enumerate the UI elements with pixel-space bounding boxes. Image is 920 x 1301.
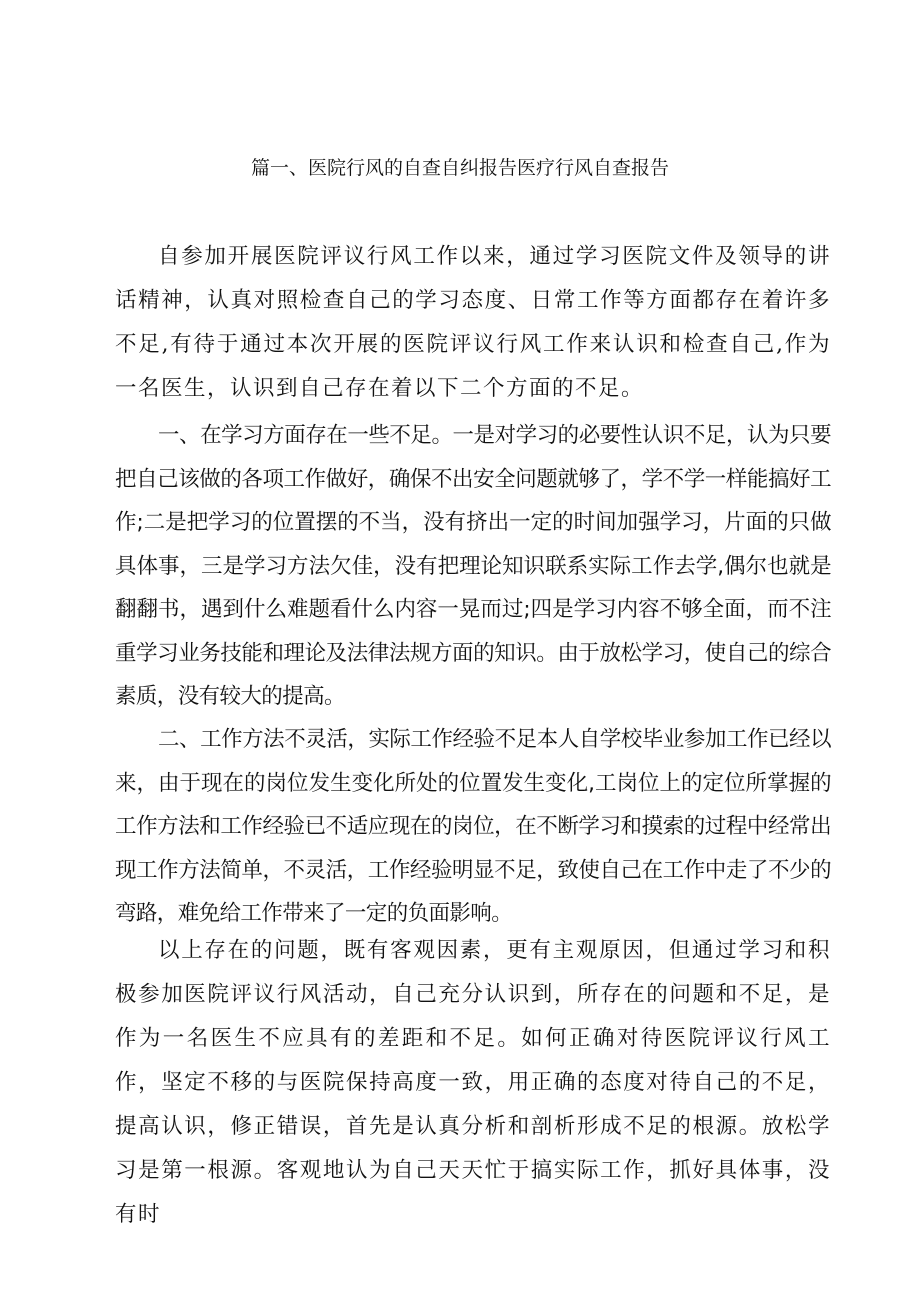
paragraph-analysis: 以上存在的问题，既有客观因素，更有主观原因，但通过学习和积极参加医院评议行风活动，自己充分认识到，所存在的问题和不足，是作为一名医生不应具有的差距和不足。如何正确对待医院评议行风工作，坚定不移的与医院保持高度一致，用正确的态度对待自己的不足，提高认识，修正错误，首先是认真分析和剖析形成不足的根源。放松学习是第一根源。客观地认为自己天天忙于搞实际工作，抓好具体事，没有时 <box>115 938 831 1227</box>
paragraph-intro: 自参加开展医院评议行风工作以来，通过学习医院文件及领导的讲话精神，认真对照检查自己的学习态度、日常工作等方面都存在着许多不足,有待于通过本次开展的医院评议行风工作来认识和检查自己,作为一名医生，认识到自己存在着以下二个方面的不足。 <box>115 244 831 401</box>
paragraph-work-methods: 二、工作方法不灵活，实际工作经验不足本人自学校毕业参加工作已经以来，由于现在的岗位发生变化所处的位置发生变化,工岗位上的定位所掌握的工作方法和工作经验已不适应现在的岗位，在不断学习和摸索的过程中经常出现工作方法简单，不灵活，工作经验明显不足，致使自己在工作中走了不少的弯路，难免给工作带来了一定的负面影响。 <box>115 727 831 926</box>
document-title: 篇一、医院行风的自查自纠报告医疗行风自查报告 <box>250 157 669 179</box>
paragraph-study-shortcomings: 一、在学习方面存在一些不足。一是对学习的必要性认识不足，认为只要把自己该做的各项工作做好，确保不出安全问题就够了，学不学一样能搞好工作;二是把学习的位置摆的不当，没有挤出一定的时间加强学习，片面的只做具体事，三是学习方法欠佳，没有把理论知识联系实际工作去学,偶尔也就是翻翻书，遇到什么难题看什么内容一晃而过;四是学习内容不够全面，而不注重学习业务技能和理论及法律法规方面的知识。由于放松学习，使自己的综合素质，没有较大的提高。 <box>115 423 831 709</box>
